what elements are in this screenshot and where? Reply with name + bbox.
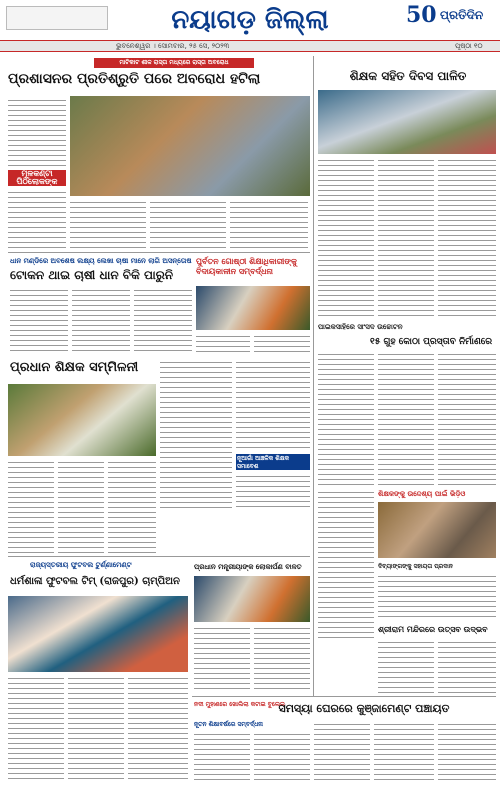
farewell-photo xyxy=(196,286,310,330)
temple-text-col1 xyxy=(378,640,434,696)
divider xyxy=(8,556,310,557)
teacher-honour-headline: ନୂଆଗାଁ ଆଞ୍ଚଳିକ ଶିକ୍ଷକ ସମାବେଶ xyxy=(236,454,310,470)
problem-text-col2 xyxy=(254,732,310,782)
lead-text-col3 xyxy=(70,200,146,248)
paddy-headline: ଟୋକନ ଥାଇ ଚାଷୀ ଧାନ ବିକି ପାରୁନି xyxy=(10,268,174,282)
bottom-left-kicker: ନଦୀ ମୁହାଣରେ ଖୋଲିଲା କଟାଇ ବୁଲେଇ xyxy=(194,701,286,708)
problem-text-col5 xyxy=(438,722,496,782)
problem-text-col1 xyxy=(194,732,250,782)
hm-text-col2 xyxy=(58,460,104,554)
teachers-day-headline: ଶିକ୍ଷକ ସହିତ ଦିବସ ପାଳିତ xyxy=(349,69,467,83)
page-number: ପୃଷ୍ଠା ୧୦ xyxy=(455,42,483,50)
paddy-text-col3 xyxy=(134,288,192,354)
lead-headline: ପ୍ରଶାସନର ପ୍ରତିଶ୍ରୁତି ପରେ ଅବରୋଧ ହଟିଲା xyxy=(8,71,261,87)
dateline-left: ଭୁବନେଶ୍ୱର । ସୋମବାର, ୨୫ ସେ, ୨୦୨୩ xyxy=(116,42,230,50)
masthead-ad-box xyxy=(6,6,108,30)
road-text-col2 xyxy=(378,352,434,486)
divider xyxy=(8,252,310,253)
bottom-left-kicker2: ନୂତନ ଶିକ୍ଷାବର୍ଷରେ ସମ୍ବର୍ଦ୍ଧନା xyxy=(194,721,263,728)
dateline xyxy=(0,40,500,52)
mid-text-col1 xyxy=(160,360,232,510)
mid-text-col2 xyxy=(236,360,310,450)
column-divider xyxy=(313,56,314,696)
problem-headline: ସମସ୍ୟା ଘେରରେ କୁଞ୍ଜାମେଣ୍ଟ ପଞ୍ଚାୟତ xyxy=(278,702,450,715)
lead-tag: ମୂଳକଣ୍ଟା ପିଠିଲୋକଙ୍କ xyxy=(8,170,66,186)
scheme-text xyxy=(378,574,496,618)
football-photo xyxy=(8,596,188,672)
farewell-text-col2 xyxy=(254,334,310,354)
problem-text-col4 xyxy=(374,722,434,782)
problem-text-col3 xyxy=(314,722,370,782)
minister-photo xyxy=(194,576,310,622)
lead-text-col2 xyxy=(8,190,66,248)
football-text-col3 xyxy=(128,676,188,780)
teachers-day-text-col1 xyxy=(318,158,374,318)
road-photo xyxy=(378,502,496,558)
hm-photo xyxy=(8,384,156,456)
lead-text-col4 xyxy=(150,200,226,248)
paddy-text-col2 xyxy=(72,288,130,354)
road-text-col1 xyxy=(318,352,374,486)
divider xyxy=(192,696,496,697)
farewell-text-col1 xyxy=(196,334,250,354)
paddy-kicker: ଧାନ ମଣ୍ଡିରେ ଅବଶେଷ ଲକ୍ଷ୍ୟ ଲେଖା ଚାଷୀ ମାନେ ଲାଗି ଅସନ୍ତୋଷ xyxy=(10,257,192,265)
mid-text-col3 xyxy=(236,474,310,510)
brand-logo: ପ୍ରତିଦିନ xyxy=(440,8,484,22)
road-tag: ଶିକ୍ଷକଙ୍କୁ ଉଦ୍ଦେଶ୍ୟ ପାଇଁ ଭିଡ଼ିଓ xyxy=(378,490,466,498)
teachers-day-photo xyxy=(318,90,496,154)
road-headline: ୧୫ ଗୁହ କୋଠା ପ୍ରସ୍ତାବ ନିର୍ମାଣରେ xyxy=(370,337,493,347)
lead-text-col1 xyxy=(8,98,66,168)
football-text-col2 xyxy=(68,676,124,780)
teachers-day-text-col2 xyxy=(378,158,434,318)
minister-text-col1 xyxy=(194,626,250,692)
football-kicker: ରାଜ୍ୟସ୍ତରୀୟ ଫୁଟବଲ ଟୁର୍ଣ୍ଣାମେଣ୍ଟ xyxy=(30,561,132,569)
hm-text-col3 xyxy=(108,460,156,554)
paddy-text-col1 xyxy=(10,288,68,354)
scheme-headline: ଦିବ୍ୟାଙ୍ଗଙ୍କୁ ସହାୟତା ପ୍ରଦାନ xyxy=(378,563,453,570)
football-headline: ଧର୍ମଶାଳା ଫୁଟବଲ ଟିମ୍ (ରାଜପୁର) ଚାମ୍ପିଅନ xyxy=(10,576,180,587)
road-text-col4 xyxy=(318,490,374,640)
brand-anniversary-number: 50 xyxy=(406,2,437,28)
hm-text-col1 xyxy=(8,460,54,554)
teachers-day-text-col3 xyxy=(438,158,496,318)
road-text-col3 xyxy=(438,352,496,486)
farewell-headline: ପୁର୍ବତନ ଗୋଷ୍ଠୀ ଶିକ୍ଷାଧିକାରୀଙ୍କୁ ବିଦାୟକାଳୀନ ସମ୍ବର୍ଦ୍ଧନା xyxy=(196,256,297,276)
temple-headline: ଶ୍ରୀରାମ ମନ୍ଦିରରେ ଉତ୍ସବ ଉଦ୍ଭବ xyxy=(378,624,488,634)
page-title: ନୟାଗଡ଼ ଜିଲ୍ଲା xyxy=(150,3,350,37)
lead-photo xyxy=(70,96,310,196)
lead-text-col5 xyxy=(230,200,308,248)
lead-kicker: ମାଟିକାଟ ଶୀଳ ରାସ୍ତା ମଧ୍ୟରେ ରାସ୍ତା ଅବରୋଧ xyxy=(94,58,254,68)
minister-text-col2 xyxy=(254,626,310,692)
road-kicker: ପାଇକସାହିରେ ସାଂସଦ ଉଚ୍ଚୋଟନ xyxy=(318,323,403,331)
temple-text-col2 xyxy=(438,640,496,696)
football-text-col1 xyxy=(8,676,64,780)
minister-headline: ପ୍ରଧାନ ମନ୍ତ୍ରୀୟାଙ୍କ ଲୋକାର୍ପଣ ବାଳତ xyxy=(194,562,302,571)
hm-headline: ପ୍ରଧାନ ଶିକ୍ଷକ ସମ୍ମିଳନୀ xyxy=(10,360,139,375)
